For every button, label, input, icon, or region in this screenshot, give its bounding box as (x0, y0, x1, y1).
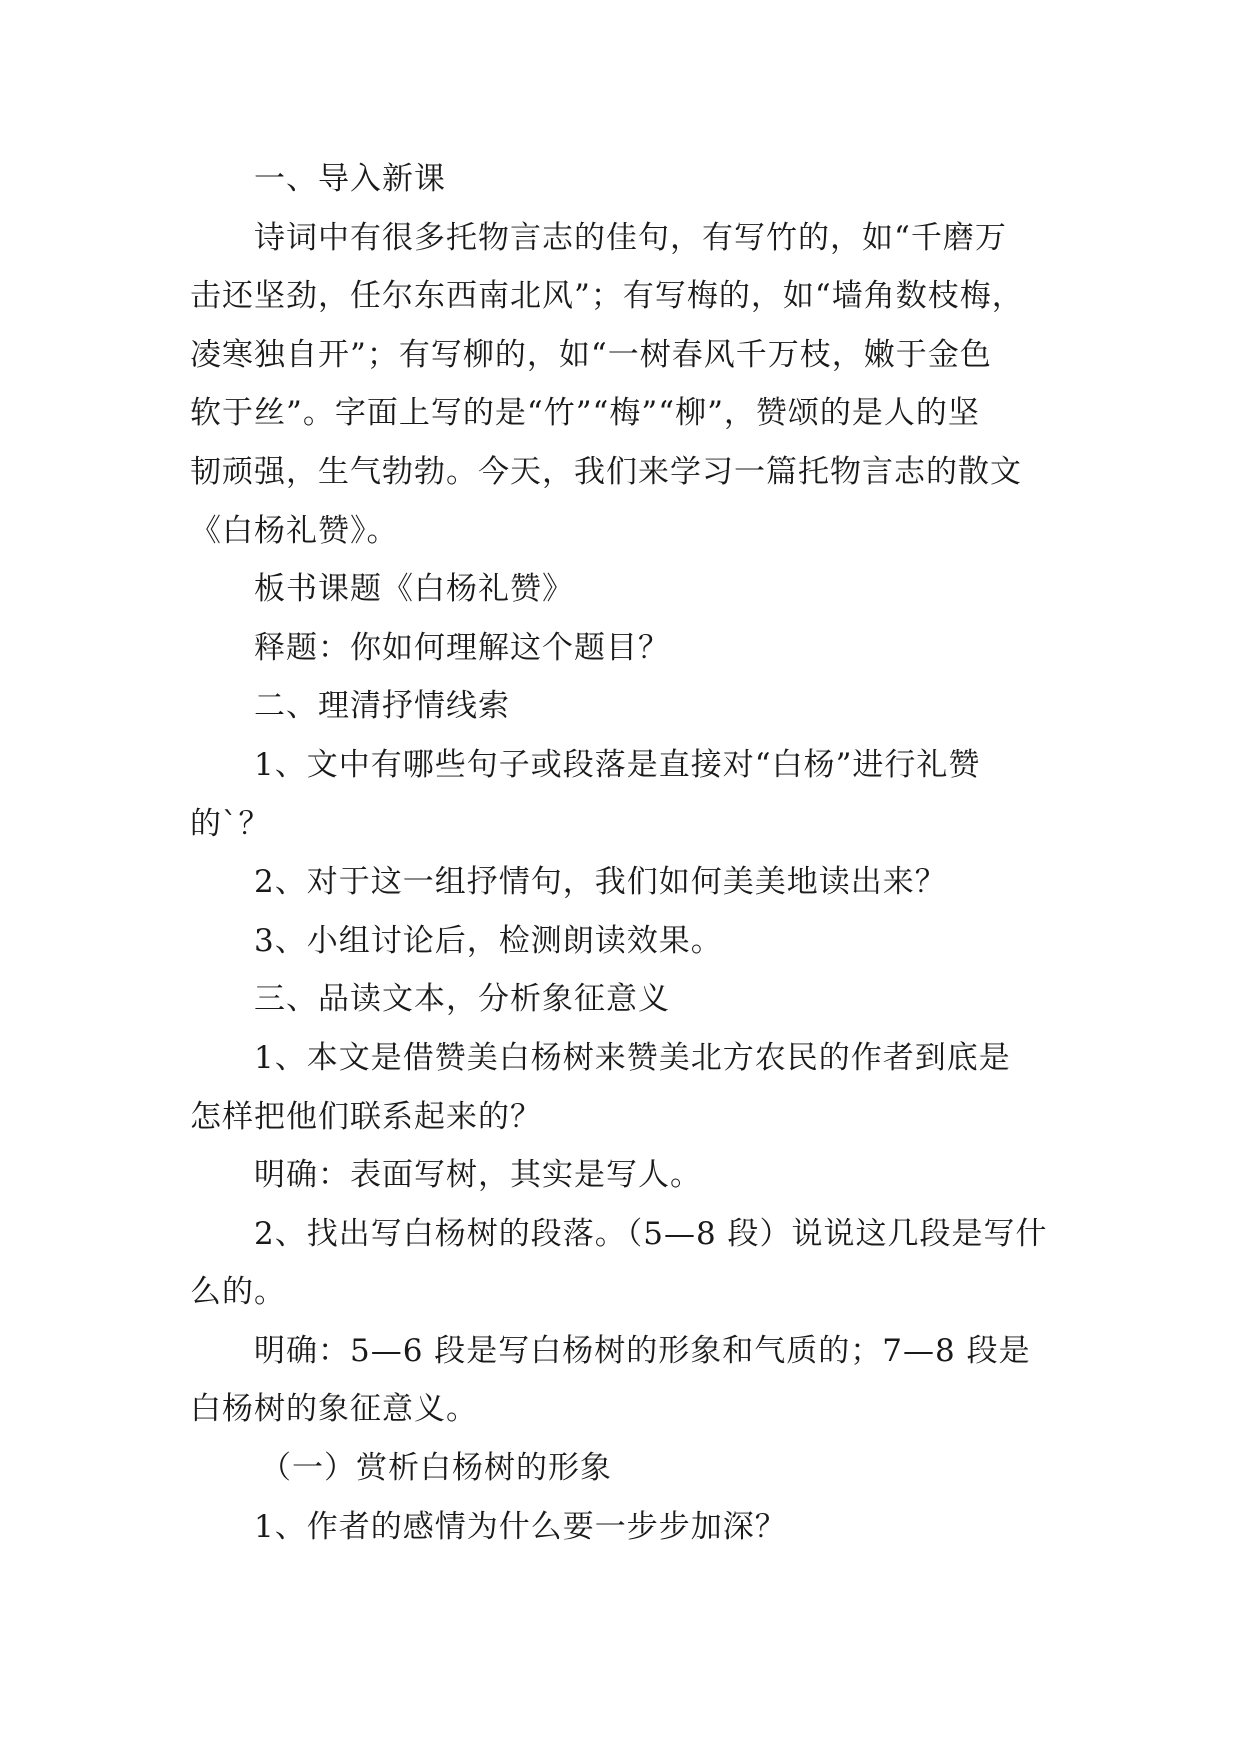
paragraph-line: 明确：5—6 段是写白杨树的形象和气质的；7—8 段是 (254, 1332, 1031, 1369)
paragraph-line: 诗词中有很多托物言志的佳句，有写竹的，如“千磨万 (254, 219, 1007, 256)
subsection-heading: （一）赏析白杨树的形象 (260, 1450, 612, 1487)
paragraph-line: 1、作者的感情为什么要一步步加深？ (254, 1508, 787, 1545)
paragraph-line: 2、找出写白杨树的段落。（5—8 段）说说这几段是写什 (254, 1215, 1048, 1252)
paragraph-line: 板书课题《白杨礼赞》 (254, 571, 574, 608)
paragraph-line: 1、本文是借赞美白杨树来赞美北方农民的作者到底是 (254, 1039, 1011, 1076)
paragraph-line: 韧顽强，生气勃勃。今天，我们来学习一篇托物言志的散文 (190, 453, 1022, 490)
paragraph-line: 释题：你如何理解这个题目？ (254, 629, 670, 666)
paragraph-line: 1、文中有哪些句子或段落是直接对“白杨”进行礼赞 (254, 746, 981, 783)
paragraph-line: 么的。 (190, 1274, 286, 1311)
section-heading-intro: 一、导入新课 (254, 161, 446, 197)
paragraph-line: 软于丝”。字面上写的是“竹”“梅”“柳”，赞颂的是人的坚 (190, 395, 980, 432)
paragraph-line: 3、小组讨论后，检测朗读效果。 (254, 922, 723, 959)
paragraph-line: 白杨树的象征意义。 (190, 1391, 478, 1428)
document-body (190, 150, 1050, 1556)
paragraph-line: 击还坚劲，任尔东西南北风”；有写梅的，如“墙角数枝梅， (190, 278, 1024, 315)
paragraph-line: 的`？ (190, 805, 271, 842)
paragraph-line: 凌寒独自开”；有写柳的，如“一树春风千万枝，嫩于金色 (190, 336, 992, 373)
paragraph-line: 怎样把他们联系起来的？ (190, 1098, 542, 1135)
paragraph-line: 明确：表面写树，其实是写人。 (254, 1157, 702, 1194)
paragraph-line: 2、对于这一组抒情句，我们如何美美地读出来？ (254, 864, 947, 901)
section-heading-clue: 二、理清抒情线索 (254, 688, 510, 725)
paragraph-line: 《白杨礼赞》。 (190, 512, 399, 549)
section-heading-analysis: 三、品读文本，分析象征意义 (254, 981, 670, 1018)
